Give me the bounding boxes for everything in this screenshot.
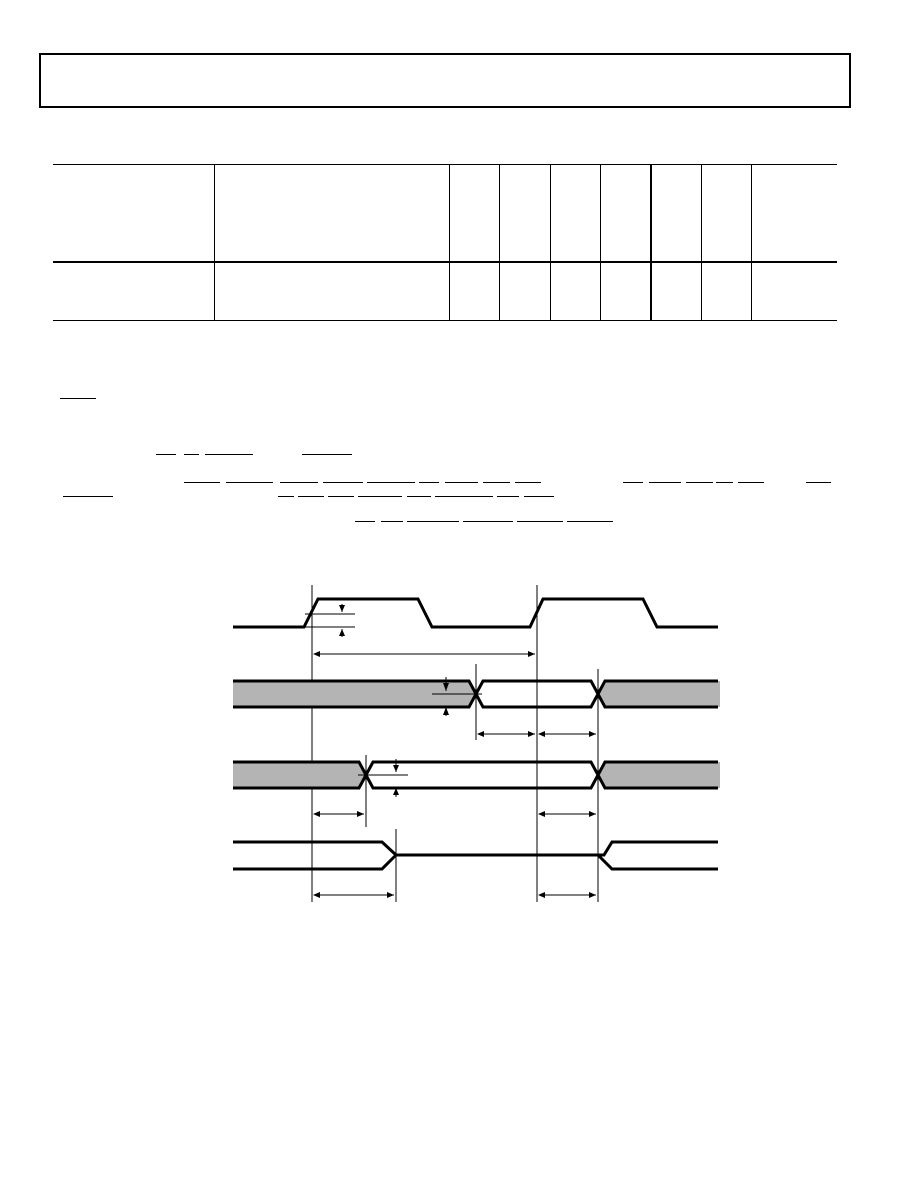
data-bus-waveform-2 [233,762,720,788]
output-waveform [233,842,718,869]
clock-waveform [233,599,718,627]
